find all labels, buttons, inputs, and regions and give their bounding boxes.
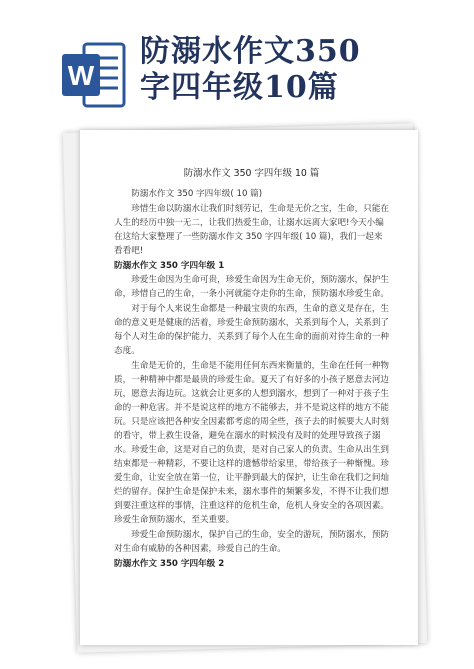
page-title [140, 34, 361, 106]
title-line-2: 字四年级10篇 [140, 70, 339, 105]
paragraph: 珍惜生命以防溺水让我们时刻劳记，生命是无价之宝，生命，只能在人生的经历中独一无二，让我们热爱生命，让溺水远离大家吧!今天小编在这给大家整理了一些防溺水作文 350 字四年级( 10 篇)，我们一起来看看吧! [114, 204, 390, 256]
paragraph: 防溺水作文 350 字四年级( 10 篇) [131, 189, 263, 199]
section-heading: 防溺水作文 350 字四年级 2 [114, 559, 225, 569]
section-heading: 防溺水作文 350 字四年级 1 [114, 261, 225, 271]
title-line-1: 防溺水作文350 [140, 34, 361, 69]
svg-text:W: W [67, 60, 95, 91]
word-document-icon [58, 40, 128, 110]
paragraph: 生命是无价的，生命是不能用任何东西来衡量的，生命在任何一种物质，一种精神中都是最贵的珍爱生命。夏天了有好多的小孩子愿意去河边玩，愿意去海边玩。这就会让更多的人想到溺水，想到了一种对于孩子生命的一种危害。并不是说这样的地方不能够去，并不是说这样的地方不能玩。只是应该把各种安全因素都考虑的周全些，孩子去的时候要大人时刻的看守，带上救生设备，避免在溺水的时候没有及时的处理导致孩子溺水。珍爱生命，这是对自己的负责，是对自己家人的负责。生命从出生到结束都是一种精彩，不要让这样的遗憾带给家里，带给孩子一种惭愧。珍爱生命，让安全放在第一位，让平静到最大的保护，让生命在我们之间灿烂的留存。保护生命是保护未来，溺水事件的频繁多发，不得不让我们想到要注重这样的事情，注重这样的危机生命，危机人身安全的各项因素。珍爱生命预防溺水，至关重要。 [114, 361, 390, 525]
paragraph: 珍爱生命预防溺水，保护自己的生命，安全的游玩，预防溺水，预防对生命有威胁的各种因素，珍爱自己的生命。 [114, 530, 390, 554]
paragraph: 珍爱生命因为生命可贵，珍爱生命因为生命无价，预防溺水，保护生命，珍惜自己的生命，一条小河就能夺走你的生命，预防溺水珍爱生命。 [114, 275, 390, 299]
paragraph: 对于每个人来说生命都是一种最宝贵的东西，生命的意义是存在，生命的意义更是健康的活着，珍爱生命预防溺水，关系到每个人，关系到了每个人对生命的保护能力，关系到了每个人在生命的面前对待生命的一种态度。 [114, 304, 390, 356]
header [0, 0, 474, 110]
document-body [114, 167, 389, 571]
document-title: 防溺水作文 350 字四年级 10 篇 [183, 168, 320, 179]
document-paragraphs [114, 187, 389, 571]
